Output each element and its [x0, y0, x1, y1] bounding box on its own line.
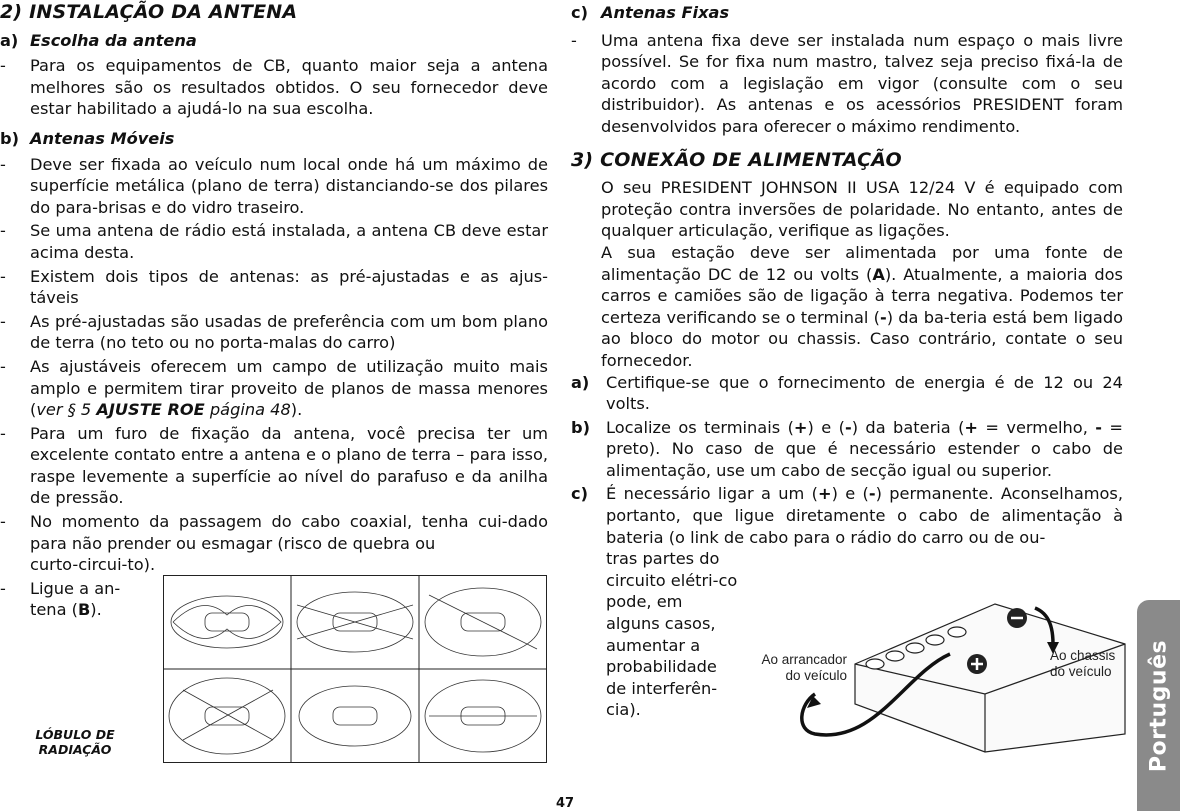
subsection-title: Antenas Fixas: [601, 3, 730, 22]
list-item: - Se uma antena de rádio está instalada, a antena CB deve estar acima desta.: [0, 221, 548, 262]
list-item: a) Certifique-se que o fornecimento de energia é de 12 ou 24 volts.: [571, 372, 1123, 414]
subsection-a-heading: [0, 30, 548, 52]
label-to-chassis: Ao chassis do veículo: [1050, 648, 1116, 679]
language-tab-label: Português: [1146, 639, 1171, 772]
subsection-b-heading: [0, 128, 548, 150]
subsection-c-heading: [571, 2, 1123, 24]
page-number: 47: [556, 796, 575, 811]
list-item: - Para um furo de fixação da antena, você precisa ter um excelente contato entre a antena e o plano de terra – para isso, raspe levemente a superfície ao nível do parafuso e da anilha de pressão.: [0, 423, 548, 508]
list-item: - As pré-ajustadas são usadas de preferência com um bom plano de terra (no teto ou no porta-malas do carro): [0, 311, 548, 353]
list-item: - Uma antena fixa deve ser instalada num espaço o mais livre possível. Se for fixa num mastro, talvez seja preciso fixá-la de acordo com a legislação em vigor (consulte com o seu distribuidor). As antenas e os acessórios PRESIDENT foram desenvolvidos para oferecer o máximo rendimento.: [571, 30, 1123, 136]
subsection-title: Antenas Móveis: [30, 128, 175, 148]
list-item: - Existem dois tipos de antenas: as pré-ajustadas e as ajus-táveis: [0, 266, 548, 308]
car-icon: [333, 707, 377, 725]
subsection-letter: b): [0, 128, 19, 148]
paragraph: A sua estação deve ser alimentada por uma fonte de alimentação DC de 12 ou volts (A). Atualmente, a maioria dos carros e camiões são de ligação à terra negativa. Podemos ter certeza verificando se o terminal (-) da ba-teria está bem ligado ao bloco do motor ou chassis. Caso contrário, contate o seu fornecedor.: [601, 242, 1123, 370]
list-item: b) Localize os terminais (+) e (-) da bateria (+ = vermelho, - = preto). No caso de que é necessário estender o cabo de alimentação, use um cabo de secção igual ou superior.: [571, 417, 1123, 480]
subsection-letter: a): [0, 30, 19, 50]
language-tab: [1137, 600, 1180, 811]
list-item: - Para os equipamentos de CB, quanto maior seja a antena melhores são os resultados obtidos. O seu fornecedor deve estar habilitado a ajudá-lo na sua escolha.: [0, 56, 548, 119]
subsection-letter: c): [571, 3, 588, 22]
radiation-lobe-caption: LÓBULO DE RADIAÇÃO: [35, 727, 115, 757]
section-3-title: 3) CONEXÃO DE ALIMENTAÇÃO: [571, 148, 902, 171]
left-column: [0, 0, 548, 623]
subsection-title: Escolha da antena: [30, 30, 197, 50]
label-to-starter: Ao arrancador do veículo: [761, 652, 847, 683]
section-2-title: 2) INSTALAÇÃO DA ANTENA: [0, 1, 298, 23]
radiation-lobe-diagram: [163, 575, 547, 763]
list-item: - Ligue a an-tena (B).: [0, 578, 121, 620]
list-item: - No momento da passagem do cabo coaxial, tenha cui-dado para não prender ou esmagar (risco de quebra ou curto-circui-to).: [0, 512, 548, 575]
paragraph: O seu PRESIDENT JOHNSON II USA 12/24 V é equipado com proteção contra inversões de polaridade. No entanto, antes de qualquer articulação, verifique as ligações.: [601, 178, 1123, 241]
list-item: - Deve ser fixada ao veículo num local onde há um máximo de superfície metálica (plano de terra) distanciando-se dos pilares do para-brisas e do vidro traseiro.: [0, 154, 548, 217]
car-icon: [205, 613, 249, 631]
list-item: - As ajustáveis oferecem um campo de utilização muito mais amplo e permitem tirar proveito de planos de massa menores (ver § 5 AJUSTE ROE página 48).: [0, 356, 548, 420]
list-item: c) É necessário ligar a um (+) e (-) permanente. Aconselhamos, portanto, que ligue diretamente o cabo de alimentação à bateria (o link de cabo para o rádio do carro ou de ou- tras partes do circuito elétri-co pode, em alguns casos, aumentar a probabilidade de interferên-cia).: [571, 484, 1123, 720]
